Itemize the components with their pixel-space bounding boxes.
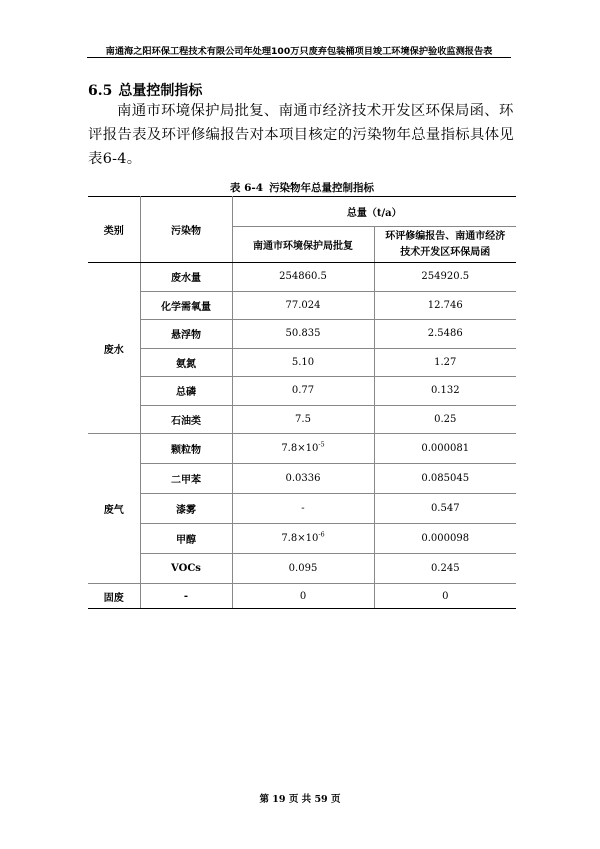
section-paragraph: 南通市环境保护局批复、南通市经济技术开发区环保局函、环评报告表及环评修编报告对本项目核定的污染物年总量指标具体见表6-4。	[88, 103, 515, 167]
table-cell-pollutant: 颗粒物	[140, 434, 232, 464]
value-exponent: -5	[318, 440, 325, 449]
table-cell-pollutant: 化学需氧量	[140, 291, 232, 320]
table-cell-value: 254860.5	[232, 263, 374, 292]
value-base: 7.8×10	[281, 443, 319, 454]
value-exponent: -6	[318, 530, 325, 539]
table-cell-pollutant: VOCs	[140, 554, 232, 584]
table-cell-pollutant: 悬浮物	[140, 320, 232, 349]
report-header: 南通海之阳环保工程技术有限公司年处理100万只废弃包装桶项目竣工环境保护验收监测报告表	[105, 46, 493, 57]
table-cell-value: 7.5	[232, 405, 374, 434]
header-col-approval: 南通市环境保护局批复	[232, 227, 374, 263]
category-wastewater: 废水	[88, 263, 140, 434]
pollutant-total-table	[88, 196, 516, 609]
table-cell-pollutant: 甲醇	[140, 524, 232, 554]
table-cell-value: 254920.5	[374, 263, 516, 292]
table-cell-value: 0.0336	[232, 464, 374, 494]
table-caption-title: 污染物年总量控制指标	[269, 182, 375, 194]
header-category: 类别	[88, 197, 140, 263]
table-cell-value: 0	[232, 584, 374, 609]
table-cell-value: 0.25	[374, 405, 516, 434]
table-cell-value: 0.547	[374, 494, 516, 524]
header-total: 总量（t/a）	[232, 197, 516, 227]
table-cell-value: 50.835	[232, 320, 374, 349]
table-cell-value: 1.27	[374, 348, 516, 377]
table-cell-value: 0.000098	[374, 524, 516, 554]
section-heading	[88, 80, 202, 100]
header-divider	[87, 57, 511, 58]
table-cell-pollutant: 石油类	[140, 405, 232, 434]
category-exhaust-gas: 废气	[88, 434, 140, 584]
table-cell-value: 0.132	[374, 377, 516, 406]
table-cell-value: 0.77	[232, 377, 374, 406]
table-cell-value: -	[232, 494, 374, 524]
table-cell-pollutant: 漆雾	[140, 494, 232, 524]
page-number: 第 19 页 共 59 页	[259, 794, 341, 805]
table-cell-value	[232, 524, 374, 554]
table-cell-value: 2.5486	[374, 320, 516, 349]
table-cell-pollutant: 二甲苯	[140, 464, 232, 494]
section-title: 总量控制指标	[118, 83, 203, 99]
table-caption-number: 表 6-4	[229, 182, 264, 194]
table-cell-value: 0	[374, 584, 516, 609]
table-cell-value: 0.085045	[374, 464, 516, 494]
header-pollutant: 污染物	[140, 197, 232, 263]
table-cell-value: 0.095	[232, 554, 374, 584]
section-number: 6.5	[88, 83, 113, 99]
table-cell-value: 12.746	[374, 291, 516, 320]
table-cell-pollutant: -	[140, 584, 232, 609]
table-cell-value: 5.10	[232, 348, 374, 377]
table-cell-pollutant: 氨氮	[140, 348, 232, 377]
table-caption	[88, 180, 516, 195]
table-cell-value: 0.245	[374, 554, 516, 584]
value-base: 7.8×10	[281, 533, 319, 544]
header-col-revision: 环评修编报告、南通市经济技术开发区环保局函	[374, 227, 516, 263]
table-cell-pollutant: 废水量	[140, 263, 232, 292]
table-cell-value: 77.024	[232, 291, 374, 320]
table-cell-pollutant: 总磷	[140, 377, 232, 406]
table-cell-value: 0.000081	[374, 434, 516, 464]
table-cell-value	[232, 434, 374, 464]
category-solid-waste: 固废	[88, 584, 140, 609]
